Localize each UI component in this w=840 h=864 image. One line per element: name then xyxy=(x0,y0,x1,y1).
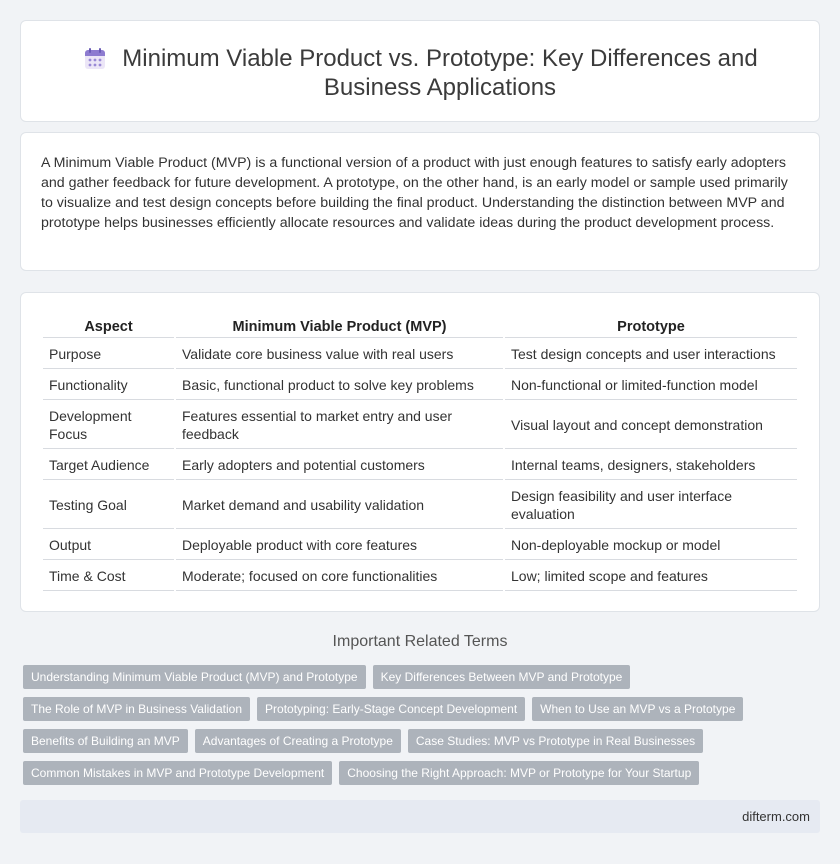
table-cell: Target Audience xyxy=(43,451,174,480)
table-row xyxy=(43,482,797,529)
table-row xyxy=(43,402,797,449)
related-term-link[interactable]: Advantages of Creating a Prototype xyxy=(195,729,401,753)
footer-bar xyxy=(20,800,820,833)
table-cell: Market demand and usability validation xyxy=(176,482,503,529)
table-cell: Internal teams, designers, stakeholders xyxy=(505,451,797,480)
related-term-link[interactable]: Benefits of Building an MVP xyxy=(23,729,188,753)
table-cell: Test design concepts and user interactions xyxy=(505,340,797,369)
table-row xyxy=(43,371,797,400)
table-cell: Functionality xyxy=(43,371,174,400)
header-card xyxy=(20,20,820,122)
column-header-mvp: Minimum Viable Product (MVP) xyxy=(176,317,503,338)
table-header-row xyxy=(43,317,797,338)
table-row xyxy=(43,451,797,480)
table-cell: Non-deployable mockup or model xyxy=(505,531,797,560)
related-term-link[interactable]: When to Use an MVP vs a Prototype xyxy=(532,697,743,721)
table-cell: Early adopters and potential customers xyxy=(176,451,503,480)
related-terms-heading: Important Related Terms xyxy=(332,633,508,650)
page-title: Minimum Viable Product vs. Prototype: Key Differences and Business Applications xyxy=(122,45,758,101)
table-cell: Design feasibility and user interface evaluation xyxy=(505,482,797,529)
intro-card xyxy=(20,132,820,271)
related-term-link[interactable]: Prototyping: Early-Stage Concept Development xyxy=(257,697,525,721)
table-cell: Visual layout and concept demonstration xyxy=(505,402,797,449)
table-cell: Basic, functional product to solve key problems xyxy=(176,371,503,400)
table-cell: Low; limited scope and features xyxy=(505,562,797,591)
related-terms-list xyxy=(23,665,823,793)
table-cell: Non-functional or limited-function model xyxy=(505,371,797,400)
table-row xyxy=(43,340,797,369)
intro-paragraph: A Minimum Viable Product (MVP) is a functional version of a product with just enough features to satisfy early adopters and gather feedback for future development. A prototype, on the other hand, is an early model or sample used primarily to visualize and test design concepts before building the final product. Understanding the distinction between MVP and prototype helps businesses efficiently allocate resources and validate ideas during the product development process. xyxy=(41,155,788,231)
table-cell: Development Focus xyxy=(43,402,174,449)
related-term-link[interactable]: Case Studies: MVP vs Prototype in Real Businesses xyxy=(408,729,703,753)
related-term-link[interactable]: The Role of MVP in Business Validation xyxy=(23,697,250,721)
table-row xyxy=(43,562,797,591)
table-cell: Validate core business value with real users xyxy=(176,340,503,369)
related-term-link[interactable]: Understanding Minimum Viable Product (MVP) and Prototype xyxy=(23,665,366,689)
table-cell: Deployable product with core features xyxy=(176,531,503,560)
comparison-table xyxy=(41,315,799,593)
table-cell: Testing Goal xyxy=(43,482,174,529)
column-header-prototype: Prototype xyxy=(505,317,797,338)
site-name[interactable]: difterm.com xyxy=(742,809,810,824)
table-cell: Moderate; focused on core functionalities xyxy=(176,562,503,591)
table-cell: Time & Cost xyxy=(43,562,174,591)
related-term-link[interactable]: Common Mistakes in MVP and Prototype Development xyxy=(23,761,332,785)
column-header-aspect: Aspect xyxy=(43,317,174,338)
table-cell: Purpose xyxy=(43,340,174,369)
comparison-table-card xyxy=(20,292,820,612)
table-cell: Features essential to market entry and user feedback xyxy=(176,402,503,449)
table-cell: Output xyxy=(43,531,174,560)
related-term-link[interactable]: Choosing the Right Approach: MVP or Prototype for Your Startup xyxy=(339,761,699,785)
related-term-link[interactable]: Key Differences Between MVP and Prototype xyxy=(373,665,631,689)
table-row xyxy=(43,531,797,560)
